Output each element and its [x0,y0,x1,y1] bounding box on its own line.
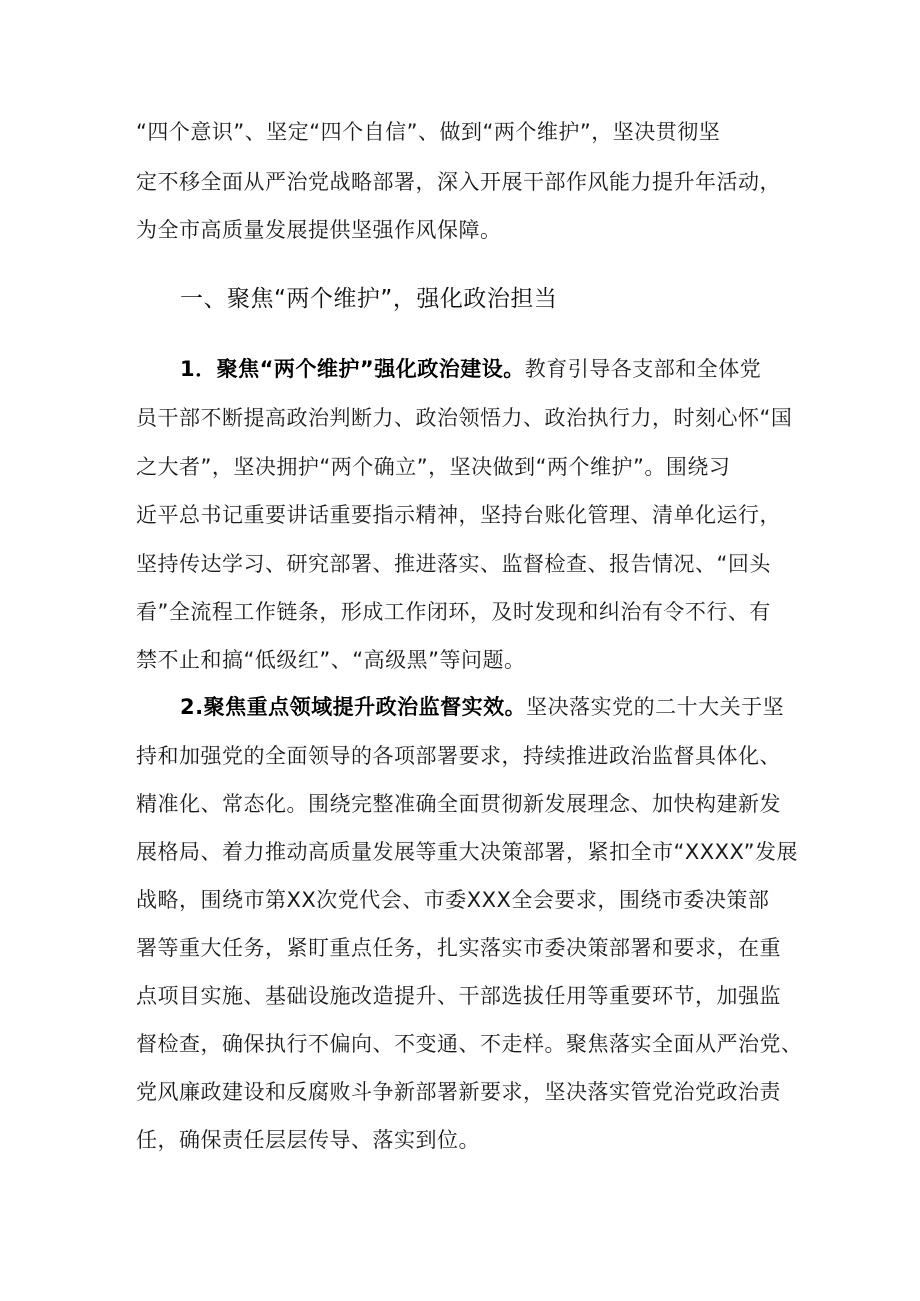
intro-line-1: “四个意识”、坚定“四个自信”、做到“两个维护”，坚决贯彻坚 [136,120,721,144]
item1-line: 坚持传达学习、研究部署、推进落实、监督检查、报告情况、“回头 [136,552,771,576]
item1-line: 员干部不断提高政治判断力、政治领悟力、政治执行力，时刻心怀“国 [136,406,793,430]
item2-line: 党风廉政建设和反腐败斗争新部署新要求，坚决落实管党治党政治责 [136,1080,781,1104]
item1-line: 之大者”，坚决拥护“两个确立”，坚决做到“两个维护”。围绕习 [136,455,731,479]
item2-line: 任，确保责任层层传导、落实到位。 [136,1128,480,1152]
item1-first-line [180,354,761,384]
item2-line: 战略，围绕市第XX次党代会、市委XXX全会要求，围绕市委决策部 [136,888,770,912]
item1-first-line-text: 教育引导各支部和全体党 [524,357,762,381]
item2-line: 署等重大任务，紧盯重点任务，扎实落实市委决策部署和要求，在重 [136,936,781,960]
item2-line: 点项目实施、基础设施改造提升、干部选拔任用等重要环节，加强监 [136,984,781,1008]
item1-line: 近平总书记重要讲话重要指示精神，坚持台账化管理、清单化运行， [136,503,781,527]
item2-title: 2.聚焦重点领域提升政治监督实效。 [180,695,527,719]
item2-line: 持和加强党的全面领导的各项部署要求，持续推进政治监督具体化、 [136,744,781,768]
item2-line: 精准化、常态化。围绕完整准确全面贯彻新发展理念、加快构建新发 [136,792,781,816]
item1-title: 1．聚焦“两个维护”强化政治建设。 [180,357,525,381]
intro-line-3: 为全市高质量发展提供坚强作风保障。 [136,218,502,242]
intro-line-2: 定不移全面从严治党战略部署，深入开展干部作风能力提升年活动， [136,170,781,194]
item2-line: 督检查，确保执行不偏向、不变通、不走样。聚焦落实全面从严治党、 [136,1032,803,1056]
item1-line: 看”全流程工作链条，形成工作闭环，及时发现和纠治有令不行、有 [136,600,771,624]
item2-first-line [180,692,784,722]
section-heading: 一、聚焦“两个维护”，强化政治担当 [180,286,558,312]
item2-line: 展格局、着力推动高质量发展等重大决策部署，紧扣全市“XXXX”发展 [136,840,798,864]
item1-line: 禁不止和搞“低级红”、“高级黑”等问题。 [136,648,526,672]
item2-first-line-text: 坚决落实党的二十大关于坚 [526,695,785,719]
